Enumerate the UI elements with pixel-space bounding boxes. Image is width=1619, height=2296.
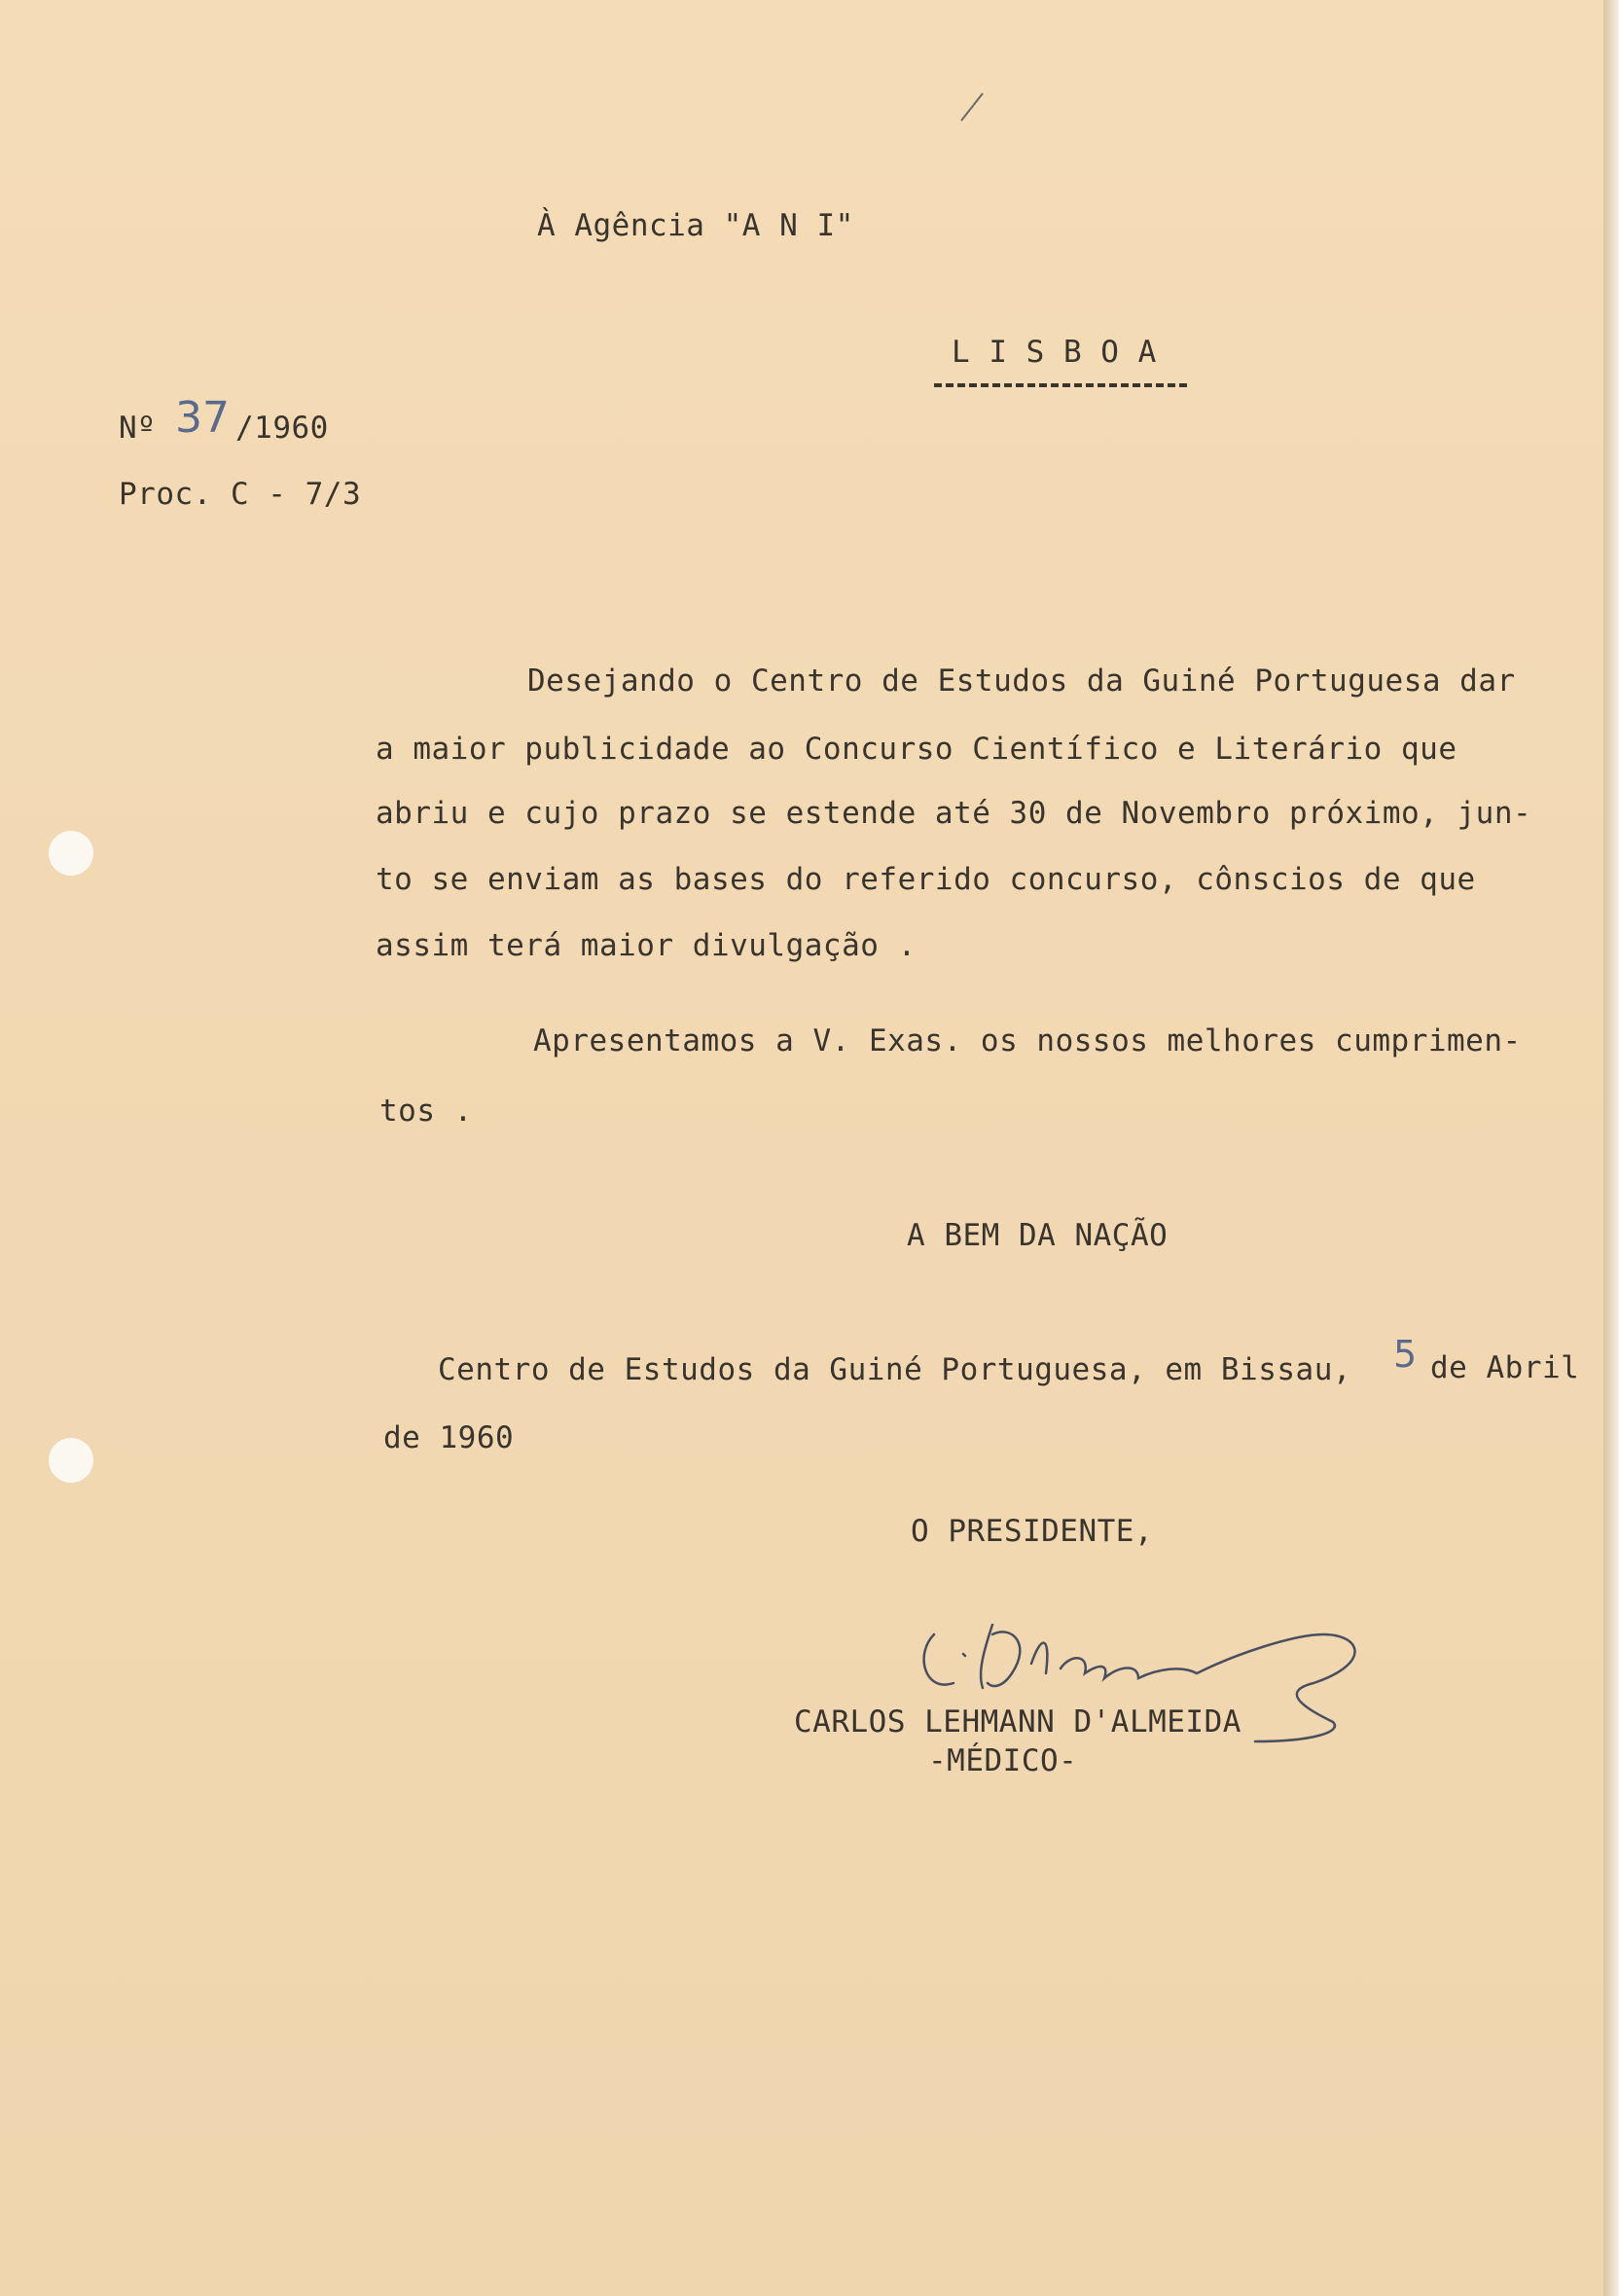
city-underline bbox=[934, 383, 1187, 387]
pencil-mark bbox=[953, 88, 992, 126]
date-day-handwritten: 5 bbox=[1393, 1333, 1418, 1376]
place-date-line-3: de 1960 bbox=[383, 1420, 515, 1455]
body-line-1: Desejando o Centro de Estudos da Guiné Portuguesa dar bbox=[527, 664, 1516, 699]
place-date-line-1: Centro de Estudos da Guiné Portuguesa, em Bissau, bbox=[438, 1352, 1352, 1387]
signatory-title: O PRESIDENTE, bbox=[911, 1514, 1154, 1549]
ref-prefix: Nº bbox=[119, 411, 157, 446]
body-line-4: to se enviam as bases do referido concurso, cônscios de que bbox=[376, 862, 1476, 897]
ref-number-handwritten: 37 bbox=[175, 393, 230, 443]
body-line-3: abriu e cujo prazo se estende até 30 de Novembro próximo, jun- bbox=[376, 796, 1532, 831]
signatory-role: -MÉDICO- bbox=[928, 1743, 1078, 1778]
city: L I S B O A bbox=[952, 335, 1157, 370]
page-edge bbox=[1603, 0, 1619, 2296]
punch-hole-top bbox=[49, 831, 93, 876]
signatory-name: CARLOS LEHMANN D'ALMEIDA bbox=[794, 1704, 1241, 1740]
body-line-2: a maior publicidade ao Concurso Científico e Literário que bbox=[376, 732, 1457, 767]
body-line-5: assim terá maior divulgação . bbox=[376, 928, 917, 963]
place-date-line-2: de Abril bbox=[1430, 1350, 1580, 1385]
ref-year: /1960 bbox=[235, 411, 329, 446]
punch-hole-bottom bbox=[49, 1438, 93, 1483]
addressee: À Agência "A N I" bbox=[537, 208, 854, 243]
motto: A BEM DA NAÇÃO bbox=[907, 1218, 1169, 1253]
closing-line-2: tos . bbox=[379, 1094, 473, 1129]
closing-line-1: Apresentamos a V. Exas. os nossos melhores cumprimen- bbox=[533, 1023, 1522, 1058]
proc-ref: Proc. C - 7/3 bbox=[119, 477, 362, 512]
